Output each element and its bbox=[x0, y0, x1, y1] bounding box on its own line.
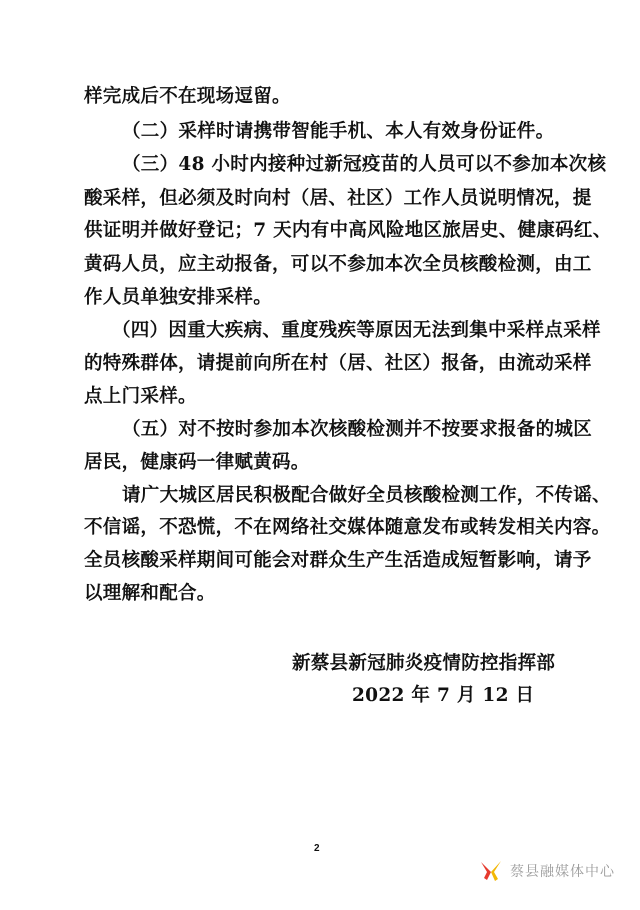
paragraph-line: （二）采样时请携带智能手机、本人有效身份证件。 bbox=[122, 121, 555, 142]
paragraph-line: 不信谣，不恐慌，不在网络社交媒体随意发布或转发相关内容。 bbox=[84, 517, 611, 538]
media-logo-icon bbox=[478, 858, 504, 884]
paragraph-line: 作人员单独安排采样。 bbox=[84, 287, 273, 308]
paragraph-line: 样完成后不在现场逗留。 bbox=[84, 86, 291, 107]
paragraph-line: 以理解和配合。 bbox=[84, 583, 216, 604]
page-number: 2 bbox=[314, 843, 320, 854]
signature-date: 2022 年 7 月 12 日 bbox=[352, 685, 535, 706]
paragraph-line: 黄码人员，应主动报备，可以不参加本次全员核酸检测，由工 bbox=[84, 254, 592, 275]
watermark-text: 蔡县融媒体中心 bbox=[510, 864, 615, 880]
paragraph-line: （三）48 小时内接种过新冠疫苗的人员可以不参加本次核 bbox=[122, 154, 607, 175]
watermark bbox=[478, 857, 615, 885]
paragraph-line: 点上门采样。 bbox=[84, 386, 197, 407]
paragraph-line: 请广大城区居民积极配合做好全员核酸检测工作，不传谣、 bbox=[122, 485, 611, 506]
paragraph-line: 全员核酸采样期间可能会对群众生产生活造成短暂影响，请予 bbox=[84, 550, 592, 571]
signature-organization: 新蔡县新冠肺炎疫情防控指挥部 bbox=[292, 653, 556, 674]
paragraph-line: 的特殊群体，请提前向所在村（居、社区）报备，由流动采样 bbox=[84, 353, 592, 374]
paragraph-line: （五）对不按时参加本次核酸检测并不按要求报备的城区 bbox=[122, 419, 593, 440]
paragraph-line: 酸采样，但必须及时向村（居、社区）工作人员说明情况，提 bbox=[84, 188, 592, 209]
paragraph-line: 供证明并做好登记；7 天内有中高风险地区旅居史、健康码红、 bbox=[84, 220, 612, 241]
paragraph-line: （四）因重大疾病、重度残疾等原因无法到集中采样点采样 bbox=[112, 320, 601, 341]
paragraph-line: 居民，健康码一律赋黄码。 bbox=[84, 452, 310, 473]
